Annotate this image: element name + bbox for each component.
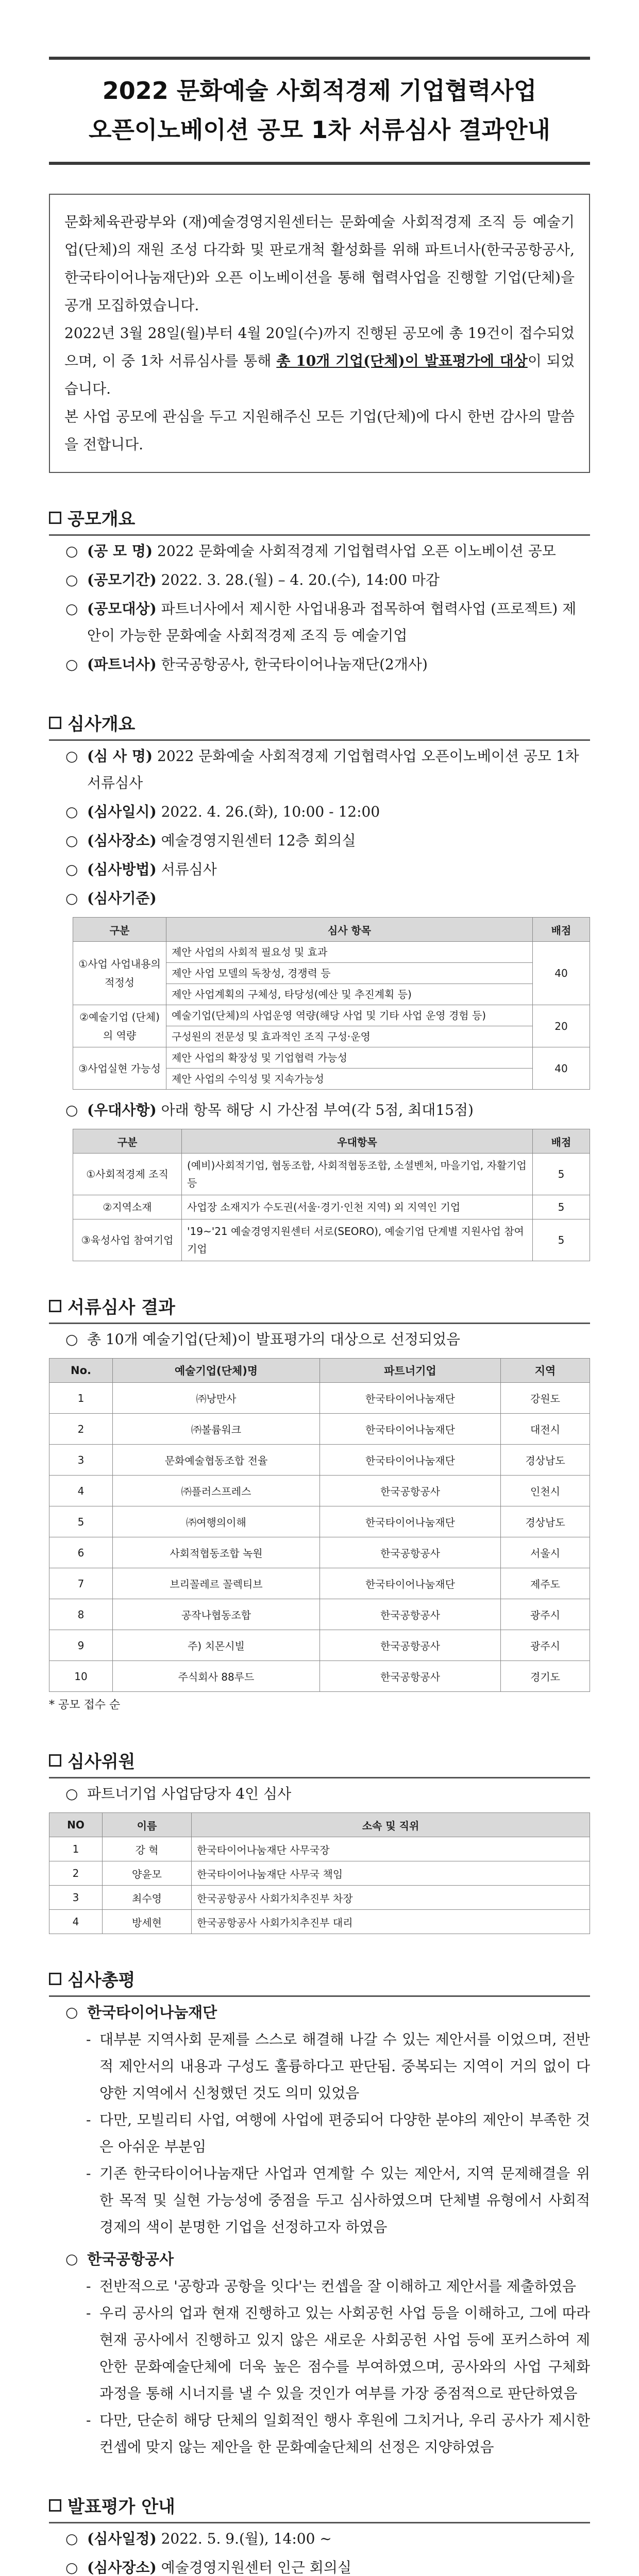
row-number: 3 <box>49 1886 103 1910</box>
review-item <box>49 799 590 825</box>
square-bullet-icon <box>49 512 61 524</box>
item-label: (공모기간) <box>87 571 157 588</box>
intro-paragraph-2 <box>64 319 575 403</box>
partner-company: 한국공항공사 <box>320 1537 500 1568</box>
circle-bullet-icon: ○ <box>65 1101 78 1118</box>
reviewer-affiliation: 한국공항공사 사회가치추진부 대리 <box>192 1910 590 1934</box>
item-label: (공 모 명) <box>87 543 153 560</box>
partner-company: 한국타이어나눔재단 <box>320 1445 500 1476</box>
partner-company: 한국타이어나눔재단 <box>320 1383 500 1414</box>
comment-text: 다만, 단순히 해당 단체의 일회적인 행사 후원에 그치거나, 우리 공사가 제시한 컨셉에 맞지 않는 제안을 한 문화예술단체의 선정은 지양하였음 <box>99 2412 590 2455</box>
section-overview <box>49 505 590 678</box>
title-line-1: 2022 문화예술 사회적경제 기업협력사업 <box>102 77 537 105</box>
table-row <box>49 1599 590 1630</box>
overview-item <box>49 567 590 594</box>
table-header-row <box>49 1359 590 1383</box>
region: 경기도 <box>501 1661 590 1692</box>
item-label: (심사일시) <box>87 803 157 820</box>
region: 강원도 <box>501 1383 590 1414</box>
sub-heading: 한국타이어나눔재단 <box>87 2004 217 2021</box>
circle-bullet-icon: ○ <box>65 656 78 673</box>
criteria-table <box>73 917 590 1090</box>
square-bullet-icon <box>49 1300 61 1312</box>
row-number: 4 <box>49 1910 103 1934</box>
column-header: No. <box>49 1359 113 1383</box>
reviewers-table-wrap <box>49 1812 590 1934</box>
criteria-item: 제안 사업의 수익성 및 지속가능성 <box>166 1069 533 1090</box>
table-header-row <box>73 1129 590 1154</box>
item-text: 2022 문화예술 사회적경제 기업협력사업 오픈이노베이션 공모 1차 서류심사 <box>87 748 579 791</box>
column-header: 지역 <box>501 1359 590 1383</box>
item-text: 2022 문화예술 사회적경제 기업협력사업 오픈 이노베이션 공모 <box>153 543 556 560</box>
result-note: * 공모 접수 순 <box>49 1699 121 1711</box>
region: 광주시 <box>501 1599 590 1630</box>
sub-heading: 한국공항공사 <box>87 2250 174 2268</box>
table-row <box>49 1861 590 1886</box>
region: 인천시 <box>501 1476 590 1506</box>
criteria-item: 제안 사업 모델의 독창성, 경쟁력 등 <box>166 963 533 984</box>
circle-bullet-icon: ○ <box>65 543 78 560</box>
partner-company: 한국공항공사 <box>320 1630 500 1661</box>
row-number: 8 <box>49 1599 113 1630</box>
criteria-item: 제안 사업의 확장성 및 기업협력 가능성 <box>166 1047 533 1069</box>
document-page <box>49 57 590 2576</box>
comments-sub-2 <box>49 2246 590 2273</box>
column-header: 소속 및 직위 <box>192 1813 590 1837</box>
row-number: 2 <box>49 1861 103 1886</box>
section-reviewers <box>49 1748 590 1934</box>
item-text: 2022. 5. 9.(월), 14:00 ~ <box>156 2530 332 2547</box>
column-header: 배점 <box>533 1129 590 1154</box>
dash-bullet-icon: - <box>86 2278 91 2295</box>
item-text: 예술경영지원센터 12층 회의실 <box>156 832 356 849</box>
circle-bullet-icon: ○ <box>65 2559 78 2576</box>
section-result <box>49 1293 590 1716</box>
company-name: 사회적협동조합 녹원 <box>113 1537 320 1568</box>
reviewer-affiliation: 한국타이어나눔재단 사무국장 <box>192 1837 590 1861</box>
square-bullet-icon <box>49 1973 61 1985</box>
circle-bullet-icon: ○ <box>65 832 78 849</box>
partner-company: 한국타이어나눔재단 <box>320 1506 500 1537</box>
table-row <box>49 1837 590 1861</box>
overview-item <box>49 538 590 565</box>
row-number: 5 <box>49 1506 113 1537</box>
comment-text: 다만, 모빌리티 사업, 여행에 사업에 편중되어 다양한 분야의 제안이 부족한 것은 아쉬운 부분임 <box>99 2111 590 2155</box>
comment-item <box>49 2407 590 2461</box>
table-header-row <box>49 1813 590 1837</box>
review-item <box>49 827 590 854</box>
review-item <box>49 885 590 912</box>
row-number: 1 <box>49 1383 113 1414</box>
item-label: (심사장소) <box>87 832 157 849</box>
circle-bullet-icon: ○ <box>65 571 78 588</box>
intro-p2-start: 2022년 3월 28일(월)부터 4월 20일(수)까지 진행된 공모에 총 19건이 접수되었으며, 이 중 1차 서류심사를 통해 <box>64 325 575 369</box>
comments-sub-1 <box>49 1999 590 2026</box>
table-row <box>73 942 590 963</box>
circle-bullet-icon: ○ <box>65 2530 78 2547</box>
section-reviewers-title: 심사위원 <box>68 1752 136 1772</box>
section-review-title: 심사개요 <box>68 714 136 735</box>
criteria-group: ①사업 사업내용의 적정성 <box>73 942 166 1005</box>
item-text: 예술경영지원센터 인근 회의실 <box>156 2559 352 2576</box>
item-label: (우대사항) <box>87 1101 157 1118</box>
row-number: 6 <box>49 1537 113 1568</box>
intro-highlight: 총 10개 기업(단체)이 발표평가에 대상 <box>276 352 528 369</box>
column-header: 예술기업(단체)명 <box>113 1359 320 1383</box>
table-row <box>49 1414 590 1445</box>
partner-company: 한국공항공사 <box>320 1599 500 1630</box>
section-presentation-title: 발표평가 안내 <box>68 2497 175 2517</box>
circle-bullet-icon: ○ <box>65 861 78 878</box>
comment-item <box>49 2300 590 2407</box>
table-row <box>49 1630 590 1661</box>
criteria-score: 40 <box>533 942 590 1005</box>
section-result-header <box>49 1293 590 1324</box>
section-comments-title: 심사총평 <box>68 1970 136 1991</box>
reviewer-affiliation: 한국공항공사 사회가치추진부 차장 <box>192 1886 590 1910</box>
partner-company: 한국공항공사 <box>320 1661 500 1692</box>
reviewer-name: 강 혁 <box>103 1837 192 1861</box>
column-header: 파트너기업 <box>320 1359 500 1383</box>
section-reviewers-header <box>49 1748 590 1778</box>
circle-bullet-icon: ○ <box>65 1785 78 1802</box>
region: 광주시 <box>501 1630 590 1661</box>
bonus-desc: '19~'21 예술경영지원센터 서로(SEORO), 예술기업 단계별 지원사업 참여기업 <box>182 1219 533 1261</box>
table-row <box>73 1219 590 1261</box>
intro-paragraph-1: 문화체육관광부와 (재)예술경영지원센터는 문화예술 사회적경제 조직 등 예술기업(단체)의 재원 조성 다각화 및 판로개척 활성화를 위해 파트너사(한국공항공사, 한국타이어나눔재단)와 오픈 이노베이션을 통해 협력사업을 진행할 기업(단체)을 공개 모집하였습니다. <box>64 213 575 314</box>
comment-text: 우리 공사의 업과 현재 진행하고 있는 사회공헌 사업 등을 이해하고, 그에 따라 현재 공사에서 진행하고 있지 않은 새로운 사회공헌 사업 등에 포커스하여 제안한 문화예술단체에 더욱 높은 점수를 부여하였으며, 공사와의 사업 구체화 과정을 통해 시너지를 낼 수 있을 것인가 여부를 가장 중점적으로 판단하였음 <box>99 2304 590 2402</box>
criteria-item: 제안 사업계획의 구체성, 타당성(예산 및 추진계획 등) <box>166 984 533 1005</box>
comment-text: 대부분 지역사회 문제를 스스로 해결해 나갈 수 있는 제안서를 이었으며, 전반적 제안서의 내용과 구성도 훌륭하다고 판단됨. 중복되는 지역이 거의 없이 다양한 지역에서 신청했던 것도 의미 있었음 <box>99 2031 590 2102</box>
section-review-comments <box>49 1966 590 2461</box>
title-box <box>49 57 590 165</box>
item-text: 아래 항목 해당 시 가산점 부여(각 5점, 최대15점) <box>156 1101 474 1118</box>
bonus-score: 5 <box>533 1154 590 1195</box>
region: 경상남도 <box>501 1506 590 1537</box>
table-row <box>49 1886 590 1910</box>
item-label: (심사기준) <box>87 890 157 907</box>
bonus-name: ①사회적경제 조직 <box>73 1154 182 1195</box>
item-label: (심사일정) <box>87 2530 157 2547</box>
section-overview-title: 공모개요 <box>68 509 136 530</box>
row-number: 9 <box>49 1630 113 1661</box>
item-label: (심사장소) <box>87 2559 157 2576</box>
company-name: 공작나협동조합 <box>113 1599 320 1630</box>
table-row <box>73 1005 590 1026</box>
table-header-row <box>73 918 590 942</box>
row-number: 10 <box>49 1661 113 1692</box>
partner-company: 한국타이어나눔재단 <box>320 1568 500 1599</box>
bonus-table-wrap <box>73 1129 590 1261</box>
reviewers-table <box>49 1812 590 1934</box>
criteria-group: ②예술기업 (단체)의 역량 <box>73 1005 166 1047</box>
comment-text: 전반적으로 '공항과 공항을 잇다'는 컨셉을 잘 이해하고 제안서를 제출하였음 <box>99 2278 577 2295</box>
result-table-wrap <box>49 1358 590 1692</box>
comment-item <box>49 2107 590 2160</box>
circle-bullet-icon: ○ <box>65 748 78 765</box>
section-presentation-header <box>49 2493 590 2523</box>
item-text: 서류심사 <box>156 861 217 878</box>
table-row <box>73 1195 590 1219</box>
column-header: 심사 항목 <box>166 918 533 942</box>
result-intro <box>49 1326 590 1353</box>
bonus-score: 5 <box>533 1195 590 1219</box>
region: 대전시 <box>501 1414 590 1445</box>
column-header: 구분 <box>73 918 166 942</box>
reviewer-affiliation: 한국타이어나눔재단 사무국 책임 <box>192 1861 590 1886</box>
company-name: ㈜볼륨워크 <box>113 1414 320 1445</box>
item-text: 한국공항공사, 한국타이어나눔재단(2개사) <box>156 656 428 673</box>
table-row <box>49 1568 590 1599</box>
section-review-overview <box>49 710 590 1261</box>
item-label: (심 사 명) <box>87 748 153 765</box>
company-name: ㈜플러스프레스 <box>113 1476 320 1506</box>
intro-p2-end: 이 되었습니다. <box>64 352 575 397</box>
region: 서울시 <box>501 1537 590 1568</box>
item-text: 파트너사에서 제시한 사업내용과 접목하여 협력사업 (프로젝트) 제안이 가능한 문화예술 사회적경제 조직 등 예술기업 <box>87 600 577 644</box>
bonus-name: ③육성사업 참여기업 <box>73 1219 182 1261</box>
reviewer-name: 양윤모 <box>103 1861 192 1886</box>
comment-item <box>49 2026 590 2107</box>
reviewer-name: 최수영 <box>103 1886 192 1910</box>
overview-item <box>49 596 590 649</box>
dash-bullet-icon: - <box>86 2304 91 2321</box>
section-comments-header <box>49 1966 590 1997</box>
item-text: 총 10개 예술기업(단체)이 발표평가의 대상으로 선정되었음 <box>87 1331 461 1348</box>
review-item <box>49 743 590 796</box>
square-bullet-icon <box>49 1754 61 1767</box>
dash-bullet-icon: - <box>86 2111 91 2128</box>
bonus-desc: (예비)사회적기업, 협동조합, 사회적협동조합, 소셜벤처, 마을기업, 자활기업 등 <box>182 1154 533 1195</box>
column-header: 배점 <box>533 918 590 942</box>
partner-company: 한국공항공사 <box>320 1476 500 1506</box>
table-row <box>73 1154 590 1195</box>
bonus-item <box>49 1097 590 1124</box>
bonus-name: ②지역소재 <box>73 1195 182 1219</box>
company-name: ㈜여행의이해 <box>113 1506 320 1537</box>
result-table <box>49 1358 590 1692</box>
table-row <box>49 1476 590 1506</box>
criteria-group: ③사업실현 가능성 <box>73 1047 166 1090</box>
section-review-header <box>49 710 590 741</box>
intro-paragraph-3: 본 사업 공모에 관심을 두고 지원해주신 모든 기업(단체)에 다시 한번 감사의 말씀을 전합니다. <box>64 408 575 453</box>
section-overview-header <box>49 505 590 536</box>
criteria-item: 예술기업(단체)의 사업운영 역량(해당 사업 및 기타 사업 운영 경험 등) <box>166 1005 533 1026</box>
bonus-table <box>73 1129 590 1261</box>
table-row <box>49 1383 590 1414</box>
criteria-score: 20 <box>533 1005 590 1047</box>
reviewer-name: 방세현 <box>103 1910 192 1934</box>
row-number: 3 <box>49 1445 113 1476</box>
criteria-item: 제안 사업의 사회적 필요성 및 효과 <box>166 942 533 963</box>
criteria-score: 40 <box>533 1047 590 1090</box>
presentation-item <box>49 2526 590 2552</box>
dash-bullet-icon: - <box>86 2031 91 2048</box>
bonus-desc: 사업장 소재지가 수도권(서울·경기·인천 지역) 외 지역인 기업 <box>182 1195 533 1219</box>
comment-item <box>49 2160 590 2241</box>
item-label: (심사방법) <box>87 861 157 878</box>
row-number: 1 <box>49 1837 103 1861</box>
table-row <box>73 1047 590 1069</box>
circle-bullet-icon: ○ <box>65 890 78 907</box>
row-number: 2 <box>49 1414 113 1445</box>
circle-bullet-icon: ○ <box>65 2004 78 2021</box>
title-line-2: 오픈이노베이션 공모 1차 서류심사 결과안내 <box>89 116 550 144</box>
table-row <box>49 1445 590 1476</box>
region: 제주도 <box>501 1568 590 1599</box>
table-row <box>49 1537 590 1568</box>
square-bullet-icon <box>49 2499 61 2512</box>
item-label: (파트너사) <box>87 656 157 673</box>
circle-bullet-icon: ○ <box>65 1331 78 1348</box>
reviewers-intro <box>49 1781 590 1807</box>
company-name: ㈜낭만사 <box>113 1383 320 1414</box>
circle-bullet-icon: ○ <box>65 803 78 820</box>
comment-item <box>49 2273 590 2300</box>
section-result-title: 서류심사 결과 <box>68 1297 175 1318</box>
circle-bullet-icon: ○ <box>65 2250 78 2267</box>
company-name: 문화예술협동조합 전율 <box>113 1445 320 1476</box>
company-name: 주식회사 88루드 <box>113 1661 320 1692</box>
intro-box <box>49 194 590 473</box>
comment-text: 기존 한국타이어나눔재단 사업과 연계할 수 있는 제안서, 지역 문제해결을 위한 목적 및 실현 가능성에 중점을 두고 심사하였으며 단체별 유형에서 사회적경제의 색이 분명한 기업을 선정하고자 하였음 <box>99 2165 590 2235</box>
circle-bullet-icon: ○ <box>65 600 78 617</box>
partner-company: 한국타이어나눔재단 <box>320 1414 500 1445</box>
table-row <box>49 1661 590 1692</box>
overview-item <box>49 651 590 678</box>
item-text: 2022. 4. 26.(화), 10:00 - 12:00 <box>156 803 380 820</box>
item-text: 2022. 3. 28.(월) – 4. 20.(수), 14:00 마감 <box>156 571 440 588</box>
presentation-item <box>49 2554 590 2576</box>
square-bullet-icon <box>49 717 61 729</box>
bonus-score: 5 <box>533 1219 590 1261</box>
item-text: 파트너기업 사업담당자 4인 심사 <box>87 1785 292 1802</box>
table-row <box>49 1506 590 1537</box>
company-name: 주) 치몬시빌 <box>113 1630 320 1661</box>
review-item <box>49 856 590 883</box>
region: 경상남도 <box>501 1445 590 1476</box>
criteria-item: 구성원의 전문성 및 효과적인 조직 구성·운영 <box>166 1026 533 1047</box>
column-header: 이름 <box>103 1813 192 1837</box>
dash-bullet-icon: - <box>86 2412 91 2429</box>
column-header: 구분 <box>73 1129 182 1154</box>
row-number: 7 <box>49 1568 113 1599</box>
section-presentation <box>49 2493 590 2576</box>
company-name: 브리꼴레르 꼴렉티브 <box>113 1568 320 1599</box>
column-header: NO <box>49 1813 103 1837</box>
item-label: (공모대상) <box>87 600 157 617</box>
criteria-table-wrap <box>73 917 590 1090</box>
row-number: 4 <box>49 1476 113 1506</box>
column-header: 우대항목 <box>182 1129 533 1154</box>
dash-bullet-icon: - <box>86 2165 91 2182</box>
table-row <box>49 1910 590 1934</box>
